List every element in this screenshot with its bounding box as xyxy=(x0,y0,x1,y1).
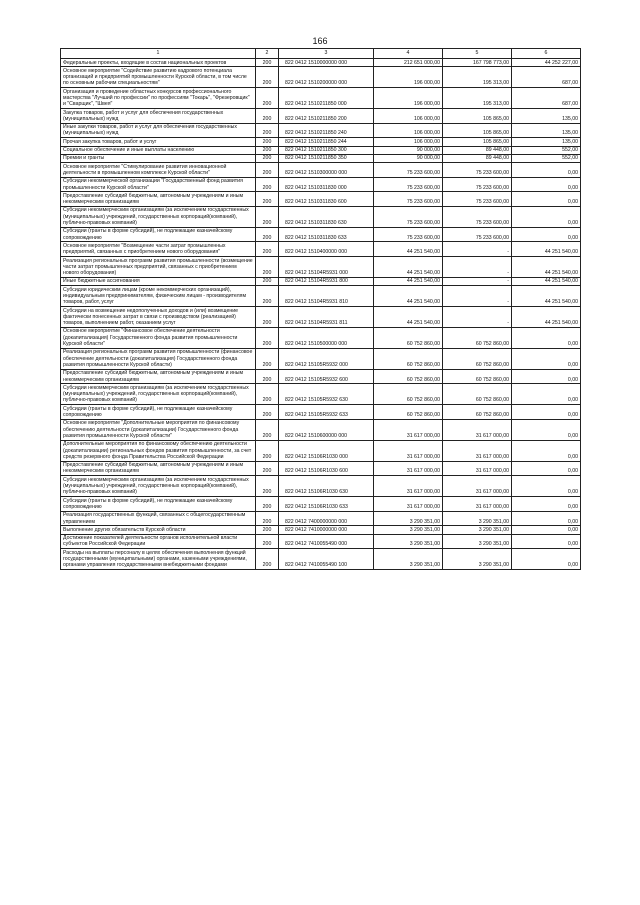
row-name-cell: Прочая закупка товаров, работ и услуг xyxy=(61,138,256,146)
row-kbk-cell: 822 0412 1510211850 244 xyxy=(279,138,374,146)
table-row xyxy=(61,206,581,227)
row-amount-executed-cell: - xyxy=(443,277,512,285)
row-amount-planned-cell: 31 617 000,00 xyxy=(374,419,443,440)
row-amount-planned-cell: 196 000,00 xyxy=(374,67,443,88)
row-code-cell: 200 xyxy=(256,526,279,534)
row-name-cell: Иные закупки товаров, работ и услуг для обеспечения государственных (муниципальных) нужд xyxy=(61,123,256,138)
row-amount-planned-cell: 212 651 000,00 xyxy=(374,59,443,67)
column-header: 5 xyxy=(443,49,512,59)
row-amount-planned-cell: 75 233 600,00 xyxy=(374,163,443,178)
row-amount-planned-cell: 106 000,00 xyxy=(374,109,443,124)
row-amount-executed-cell: 89 448,00 xyxy=(443,154,512,162)
row-amount-remaining-cell: 0,00 xyxy=(512,549,581,570)
row-name-cell: Субсидии (гранты в форме субсидий), не подлежащие казначейскому сопровождению xyxy=(61,497,256,512)
row-code-cell: 200 xyxy=(256,384,279,405)
row-code-cell: 200 xyxy=(256,419,279,440)
row-code-cell: 200 xyxy=(256,369,279,384)
row-amount-planned-cell: 60 752 860,00 xyxy=(374,384,443,405)
row-amount-remaining-cell: 0,00 xyxy=(512,206,581,227)
row-amount-executed-cell: 60 752 860,00 xyxy=(443,405,512,420)
row-amount-remaining-cell: 552,00 xyxy=(512,146,581,154)
row-code-cell: 200 xyxy=(256,327,279,348)
table-row xyxy=(61,177,581,192)
row-name-cell: Федеральные проекты, входящие в состав национальных проектов xyxy=(61,59,256,67)
row-amount-executed-cell: 3 290 351,00 xyxy=(443,511,512,526)
row-code-cell: 200 xyxy=(256,154,279,162)
row-kbk-cell: 822 0412 15106R1030 000 xyxy=(279,440,374,461)
row-amount-remaining-cell: 0,00 xyxy=(512,227,581,242)
row-code-cell: 200 xyxy=(256,549,279,570)
row-amount-remaining-cell: 135,00 xyxy=(512,123,581,138)
table-row xyxy=(61,59,581,67)
row-amount-planned-cell: 60 752 860,00 xyxy=(374,327,443,348)
row-code-cell: 200 xyxy=(256,307,279,328)
row-name-cell: Субсидии некоммерческим организациям (за исключением государственных (муниципальных) учреждений, государственных корпораций(компаний), публично-правовых компаний) xyxy=(61,384,256,405)
row-amount-remaining-cell: 0,00 xyxy=(512,461,581,476)
row-amount-remaining-cell: 0,00 xyxy=(512,497,581,512)
row-code-cell: 200 xyxy=(256,440,279,461)
row-name-cell: Субсидии юридическим лицам (кроме некоммерческих организаций), индивидуальным предпринимателям, физическим лицам - производителям товаров, работ, услуг xyxy=(61,286,256,307)
row-kbk-cell: 822 0412 7410000000 000 xyxy=(279,526,374,534)
row-amount-planned-cell: 44 251 540,00 xyxy=(374,286,443,307)
row-amount-remaining-cell: 0,00 xyxy=(512,511,581,526)
row-name-cell: Дополнительные мероприятия по финансовому обеспечению деятельности (докапитализации) региональных фондов развития промышленности, за счет средств резервного фонда Правительства Российской Федерации xyxy=(61,440,256,461)
row-code-cell: 200 xyxy=(256,405,279,420)
row-amount-executed-cell: - xyxy=(443,307,512,328)
row-name-cell: Закупка товаров, работ и услуг для обеспечения государственных (муниципальных) нужд xyxy=(61,109,256,124)
row-name-cell: Основное мероприятие "Дополнительные мероприятия по финансовому обеспечению деятельности (докапитализации) Государственного фонда развития промышленности Курской области" xyxy=(61,419,256,440)
table-row xyxy=(61,384,581,405)
row-amount-planned-cell: 44 251 540,00 xyxy=(374,257,443,278)
row-code-cell: 200 xyxy=(256,534,279,549)
row-name-cell: Премии и гранты xyxy=(61,154,256,162)
row-kbk-cell: 822 0412 15106R1030 633 xyxy=(279,497,374,512)
row-amount-remaining-cell: 0,00 xyxy=(512,476,581,497)
row-amount-executed-cell: 60 752 860,00 xyxy=(443,384,512,405)
row-kbk-cell: 822 0412 15106R1030 630 xyxy=(279,476,374,497)
row-amount-executed-cell: 195 313,00 xyxy=(443,67,512,88)
table-row xyxy=(61,526,581,534)
row-name-cell: Иные бюджетные ассигнования xyxy=(61,277,256,285)
row-name-cell: Предоставление субсидий бюджетным, автономным учреждениям и иным некоммерческим организациям xyxy=(61,461,256,476)
row-amount-remaining-cell: 44 251 540,00 xyxy=(512,257,581,278)
table-row xyxy=(61,476,581,497)
table-row xyxy=(61,163,581,178)
row-amount-executed-cell: 75 233 600,00 xyxy=(443,192,512,207)
row-kbk-cell: 822 0412 1510311830 633 xyxy=(279,227,374,242)
row-name-cell: Субсидии (гранты в форме субсидий), не подлежащие казначейскому сопровождению xyxy=(61,405,256,420)
row-amount-planned-cell: 90 000,00 xyxy=(374,146,443,154)
table-row xyxy=(61,227,581,242)
row-kbk-cell: 822 0412 1510211850 300 xyxy=(279,146,374,154)
row-amount-remaining-cell: 0,00 xyxy=(512,405,581,420)
row-amount-remaining-cell: 687,00 xyxy=(512,67,581,88)
row-amount-planned-cell: 60 752 860,00 xyxy=(374,405,443,420)
row-kbk-cell: 822 0412 7410055490 100 xyxy=(279,549,374,570)
row-amount-planned-cell: 60 752 860,00 xyxy=(374,369,443,384)
row-kbk-cell: 822 0412 1510211850 350 xyxy=(279,154,374,162)
row-amount-planned-cell: 44 251 540,00 xyxy=(374,277,443,285)
row-code-cell: 200 xyxy=(256,88,279,109)
row-kbk-cell: 822 0412 1510311830 000 xyxy=(279,177,374,192)
row-name-cell: Субсидии некоммерческим организациям (за исключением государственных (муниципальных) учреждений, государственных корпораций(компаний), публично-правовых компаний) xyxy=(61,476,256,497)
row-amount-remaining-cell: 44 251 540,00 xyxy=(512,277,581,285)
row-amount-executed-cell: 60 752 860,00 xyxy=(443,327,512,348)
row-code-cell: 200 xyxy=(256,497,279,512)
row-kbk-cell: 822 0412 1510200000 000 xyxy=(279,67,374,88)
row-kbk-cell: 822 0412 1510311830 600 xyxy=(279,192,374,207)
row-amount-remaining-cell: 44 251 540,00 xyxy=(512,242,581,257)
budget-table xyxy=(60,48,581,570)
row-name-cell: Основное мероприятие "Стимулирование развития инновационной деятельности в промышленном комплексе Курской области" xyxy=(61,163,256,178)
row-amount-remaining-cell: 44 251 540,00 xyxy=(512,286,581,307)
row-amount-remaining-cell: 0,00 xyxy=(512,534,581,549)
row-amount-remaining-cell: 0,00 xyxy=(512,526,581,534)
row-name-cell: Субсидии на возмещение недополученных доходов и (или) возмещение фактически понесенных затрат в связи с производством (реализацией) товаров, выполнением работ, оказанием услуг xyxy=(61,307,256,328)
row-amount-planned-cell: 106 000,00 xyxy=(374,123,443,138)
row-amount-planned-cell: 75 233 600,00 xyxy=(374,177,443,192)
row-amount-executed-cell: - xyxy=(443,286,512,307)
row-amount-remaining-cell: 0,00 xyxy=(512,192,581,207)
table-body xyxy=(61,59,581,570)
table-row xyxy=(61,277,581,285)
row-name-cell: Реализация государственных функций, связанных с общегосударственным управлением xyxy=(61,511,256,526)
table-row xyxy=(61,348,581,369)
row-amount-remaining-cell: 44 252 227,00 xyxy=(512,59,581,67)
row-kbk-cell: 822 0412 1510500000 000 xyxy=(279,327,374,348)
row-kbk-cell: 822 0412 1510300000 000 xyxy=(279,163,374,178)
row-amount-remaining-cell: 44 251 540,00 xyxy=(512,307,581,328)
table-row xyxy=(61,307,581,328)
row-code-cell: 200 xyxy=(256,59,279,67)
table-row xyxy=(61,511,581,526)
table-row xyxy=(61,440,581,461)
row-amount-executed-cell: 3 290 351,00 xyxy=(443,549,512,570)
row-amount-planned-cell: 75 233 600,00 xyxy=(374,206,443,227)
row-code-cell: 200 xyxy=(256,177,279,192)
table-header-row xyxy=(61,49,581,59)
row-kbk-cell: 822 0412 15105R5932 000 xyxy=(279,348,374,369)
row-code-cell: 200 xyxy=(256,227,279,242)
table-row xyxy=(61,497,581,512)
row-name-cell: Социальное обеспечение и иные выплаты населению xyxy=(61,146,256,154)
budget-table-container xyxy=(60,48,580,570)
row-name-cell: Расходы на выплаты персоналу в целях обеспечения выполнения функций государственными (муниципальными) органами, казенными учреждениями, органами управления государственными внебюджетными фондами xyxy=(61,549,256,570)
column-header: 4 xyxy=(374,49,443,59)
row-code-cell: 200 xyxy=(256,257,279,278)
row-code-cell: 200 xyxy=(256,109,279,124)
row-amount-planned-cell: 31 617 000,00 xyxy=(374,461,443,476)
table-row xyxy=(61,154,581,162)
row-amount-remaining-cell: 0,00 xyxy=(512,163,581,178)
row-amount-executed-cell: 31 617 000,00 xyxy=(443,476,512,497)
row-code-cell: 200 xyxy=(256,476,279,497)
table-row xyxy=(61,534,581,549)
row-kbk-cell: 822 0412 7410055490 000 xyxy=(279,534,374,549)
row-code-cell: 200 xyxy=(256,123,279,138)
row-code-cell: 200 xyxy=(256,242,279,257)
row-kbk-cell: 822 0412 1510211850 200 xyxy=(279,109,374,124)
row-amount-executed-cell: 75 233 600,00 xyxy=(443,206,512,227)
row-amount-executed-cell: 31 617 000,00 xyxy=(443,461,512,476)
table-row xyxy=(61,327,581,348)
row-kbk-cell: 822 0412 15105R5932 630 xyxy=(279,384,374,405)
row-name-cell: Основное мероприятие "Возмещение части затрат промышленных предприятий, связанных с приобретением нового оборудования" xyxy=(61,242,256,257)
row-amount-remaining-cell: 0,00 xyxy=(512,177,581,192)
row-name-cell: Субсидии некоммерческим организациям (за исключением государственных (муниципальных) учреждений, государственных корпораций(компаний), публично-правовых компаний) xyxy=(61,206,256,227)
row-kbk-cell: 822 0412 1510311830 630 xyxy=(279,206,374,227)
row-name-cell: Основное мероприятие "Содействие развитию кадрового потенциала организаций и предприятий промышленности Курской области, в том числе по основным рабочим специальностям" xyxy=(61,67,256,88)
row-kbk-cell: 822 0412 7400000000 000 xyxy=(279,511,374,526)
table-row xyxy=(61,123,581,138)
row-amount-executed-cell: 105 865,00 xyxy=(443,109,512,124)
row-amount-executed-cell: 105 865,00 xyxy=(443,138,512,146)
table-row xyxy=(61,88,581,109)
table-row xyxy=(61,242,581,257)
table-row xyxy=(61,369,581,384)
row-amount-remaining-cell: 0,00 xyxy=(512,440,581,461)
row-amount-executed-cell: - xyxy=(443,257,512,278)
row-name-cell: Реализация региональных программ развития промышленности (возмещение части затрат промышленных предприятий, связанных с приобретением нового оборудования) xyxy=(61,257,256,278)
row-name-cell: Предоставление субсидий бюджетным, автономным учреждениям и иным некоммерческим организациям xyxy=(61,369,256,384)
row-code-cell: 200 xyxy=(256,511,279,526)
row-amount-executed-cell: 60 752 860,00 xyxy=(443,369,512,384)
row-kbk-cell: 822 0412 15104R5931 000 xyxy=(279,257,374,278)
column-header: 1 xyxy=(61,49,256,59)
row-code-cell: 200 xyxy=(256,286,279,307)
row-amount-planned-cell: 3 290 351,00 xyxy=(374,511,443,526)
row-amount-planned-cell: 75 233 600,00 xyxy=(374,192,443,207)
row-amount-remaining-cell: 0,00 xyxy=(512,327,581,348)
row-amount-remaining-cell: 0,00 xyxy=(512,419,581,440)
row-amount-executed-cell: 105 865,00 xyxy=(443,123,512,138)
table-row xyxy=(61,461,581,476)
row-amount-planned-cell: 3 290 351,00 xyxy=(374,549,443,570)
row-amount-remaining-cell: 135,00 xyxy=(512,109,581,124)
row-code-cell: 200 xyxy=(256,461,279,476)
row-amount-remaining-cell: 0,00 xyxy=(512,348,581,369)
table-row xyxy=(61,286,581,307)
table-row xyxy=(61,138,581,146)
row-amount-executed-cell: 3 290 351,00 xyxy=(443,534,512,549)
column-header: 3 xyxy=(279,49,374,59)
row-kbk-cell: 822 0412 15106R1030 600 xyxy=(279,461,374,476)
row-amount-executed-cell: 31 617 000,00 xyxy=(443,440,512,461)
page-number: 166 xyxy=(312,36,328,46)
table-row xyxy=(61,146,581,154)
row-name-cell: Выполнение других обязательств Курской области xyxy=(61,526,256,534)
row-amount-planned-cell: 3 290 351,00 xyxy=(374,526,443,534)
row-amount-planned-cell: 44 251 540,00 xyxy=(374,307,443,328)
row-amount-executed-cell: 31 617 000,00 xyxy=(443,419,512,440)
row-code-cell: 200 xyxy=(256,348,279,369)
row-name-cell: Предоставление субсидий бюджетным, автономным учреждениям и иным некоммерческим организациям xyxy=(61,192,256,207)
table-row xyxy=(61,192,581,207)
row-code-cell: 200 xyxy=(256,206,279,227)
table-row xyxy=(61,109,581,124)
row-amount-planned-cell: 44 251 540,00 xyxy=(374,242,443,257)
row-kbk-cell: 822 0412 15105R5932 600 xyxy=(279,369,374,384)
row-amount-planned-cell: 196 000,00 xyxy=(374,88,443,109)
row-name-cell: Субсидии (гранты в форме субсидий), не подлежащие казначейскому сопровождению xyxy=(61,227,256,242)
row-code-cell: 200 xyxy=(256,192,279,207)
row-kbk-cell: 822 0412 15104R5931 810 xyxy=(279,286,374,307)
row-amount-planned-cell: 31 617 000,00 xyxy=(374,440,443,461)
row-code-cell: 200 xyxy=(256,138,279,146)
row-name-cell: Субсидии некоммерческой организации "Государственный фонд развития промышленности Курской области" xyxy=(61,177,256,192)
row-amount-executed-cell: 60 752 860,00 xyxy=(443,348,512,369)
row-amount-executed-cell: 31 617 000,00 xyxy=(443,497,512,512)
row-code-cell: 200 xyxy=(256,67,279,88)
row-amount-executed-cell: 89 448,00 xyxy=(443,146,512,154)
row-kbk-cell: 822 0412 1510600000 000 xyxy=(279,419,374,440)
row-kbk-cell: 822 0412 1510400000 000 xyxy=(279,242,374,257)
row-amount-planned-cell: 75 233 600,00 xyxy=(374,227,443,242)
column-header: 2 xyxy=(256,49,279,59)
row-amount-remaining-cell: 0,00 xyxy=(512,369,581,384)
row-amount-executed-cell: 75 233 600,00 xyxy=(443,163,512,178)
row-name-cell: Организация и проведение областных конкурсов профессионального мастерства "Лучший по профессии" по профессиям "Токарь", "Фрезеровщик" и "Сварщик", "Швея" xyxy=(61,88,256,109)
row-kbk-cell: 822 0412 15105R5932 633 xyxy=(279,405,374,420)
row-amount-planned-cell: 60 752 860,00 xyxy=(374,348,443,369)
row-amount-planned-cell: 106 000,00 xyxy=(374,138,443,146)
table-row xyxy=(61,67,581,88)
row-code-cell: 200 xyxy=(256,277,279,285)
row-amount-planned-cell: 3 290 351,00 xyxy=(374,534,443,549)
row-amount-planned-cell: 31 617 000,00 xyxy=(374,476,443,497)
row-amount-executed-cell: 75 233 600,00 xyxy=(443,177,512,192)
row-amount-remaining-cell: 0,00 xyxy=(512,384,581,405)
row-code-cell: 200 xyxy=(256,146,279,154)
row-amount-remaining-cell: 552,00 xyxy=(512,154,581,162)
table-row xyxy=(61,549,581,570)
row-name-cell: Достижение показателей деятельности органов исполнительной власти субъектов Российской Федерации xyxy=(61,534,256,549)
column-header: 6 xyxy=(512,49,581,59)
row-kbk-cell: 822 0412 1510000000 000 xyxy=(279,59,374,67)
row-code-cell: 200 xyxy=(256,163,279,178)
row-kbk-cell: 822 0412 1510211850 240 xyxy=(279,123,374,138)
table-row xyxy=(61,405,581,420)
row-amount-executed-cell: 167 798 773,00 xyxy=(443,59,512,67)
row-amount-remaining-cell: 135,00 xyxy=(512,138,581,146)
row-name-cell: Основное мероприятие "Финансовое обеспечение деятельности (докапитализация) Государственного фонда развития промышленности Курской области" xyxy=(61,327,256,348)
row-kbk-cell: 822 0412 15104R5931 800 xyxy=(279,277,374,285)
row-amount-planned-cell: 90 000,00 xyxy=(374,154,443,162)
row-amount-executed-cell: 75 233 600,00 xyxy=(443,227,512,242)
table-row xyxy=(61,257,581,278)
row-kbk-cell: 822 0412 15104R5931 811 xyxy=(279,307,374,328)
row-amount-executed-cell: 195 313,00 xyxy=(443,88,512,109)
row-amount-executed-cell: 3 290 351,00 xyxy=(443,526,512,534)
row-amount-executed-cell: - xyxy=(443,242,512,257)
row-amount-remaining-cell: 687,00 xyxy=(512,88,581,109)
row-kbk-cell: 822 0412 1510211850 000 xyxy=(279,88,374,109)
row-name-cell: Реализация региональных программ развития промышленности (финансовое обеспечение деятельности (докапитализация) Государственного фонда развития промышленности Курской области) xyxy=(61,348,256,369)
table-row xyxy=(61,419,581,440)
row-amount-planned-cell: 31 617 000,00 xyxy=(374,497,443,512)
